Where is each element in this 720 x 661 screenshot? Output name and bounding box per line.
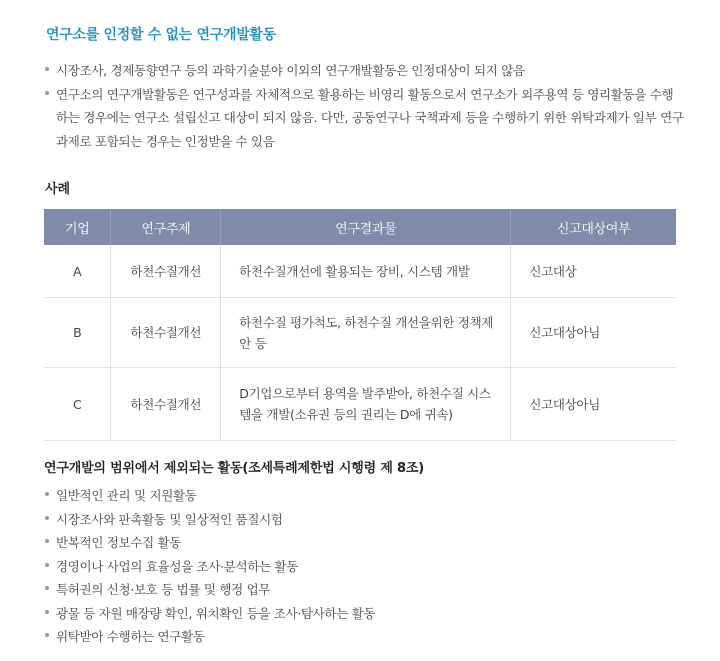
note-item: 연구소의 연구개발활동은 연구성과를 자체적으로 활용하는 비영리 활동으로서 연구소가 외주용역 등 영리활동을 수행하는 경우에는 연구소 설립신고 대상이 되지 않음. 다만, 공동연구나 국책과제 등을 수행하기 위한 위탁과제가 일부 연구과제로 포함되는 경우는 인정받을 수 있음 [44,83,684,154]
section-title: 연구소를 인정할 수 없는 연구개발활동 [46,27,276,43]
cell-topic: 하천수질개선 [111,298,221,368]
cell-result: 하천수질개선에 활용되는 장비, 시스템 개발 [221,245,511,298]
cell-topic: 하천수질개선 [111,368,221,441]
table-header-row [44,209,676,245]
header-result: 연구결과물 [221,209,511,245]
examples-heading: 사례 [45,182,71,197]
excluded-item: 특허권의 신청·보호 등 법률 및 행정 업무 [44,578,684,602]
cell-result: 하천수질 평가척도, 하천수질 개선을위한 정책제안 등 [221,298,511,368]
excluded-item: 위탁받아 수행하는 연구활동 [44,625,684,649]
cell-result: D기업으로부터 용역을 발주받아, 하천수질 시스템을 개발(소유권 등의 권리는 D에 귀속) [221,368,511,441]
cell-company: B [44,298,111,368]
cell-status: 신고대상아님 [511,298,676,368]
excluded-item: 광물 등 자원 매장량 확인, 위치확인 등을 조사·탐사하는 활동 [44,602,684,626]
table-row [44,368,676,441]
cell-company: A [44,245,111,298]
table-row [44,245,676,298]
header-status: 신고대상여부 [511,209,676,245]
cell-status: 신고대상아님 [511,368,676,441]
cell-status: 신고대상 [511,245,676,298]
examples-table [44,209,676,441]
header-company: 기업 [44,209,111,245]
excluded-item: 일반적인 관리 및 지원활동 [44,484,684,508]
header-topic: 연구주제 [111,209,221,245]
excluded-item: 경영이나 사업의 효율성을 조사·분석하는 활동 [44,555,684,579]
excluded-heading: 연구개발의 범위에서 제외되는 활동(조세특례제한법 시행령 제 8조) [44,461,424,476]
note-item: 시장조사, 경제동향연구 등의 과학기술분야 이외의 연구개발활동은 인정대상이 되지 않음 [44,59,684,83]
table-row [44,298,676,368]
excluded-list [44,484,684,649]
cell-company: C [44,368,111,441]
notes-list [44,59,684,153]
excluded-item: 반복적인 정보수집 활동 [44,531,684,555]
excluded-item: 시장조사와 판촉활동 및 일상적인 품질시험 [44,508,684,532]
cell-topic: 하천수질개선 [111,245,221,298]
